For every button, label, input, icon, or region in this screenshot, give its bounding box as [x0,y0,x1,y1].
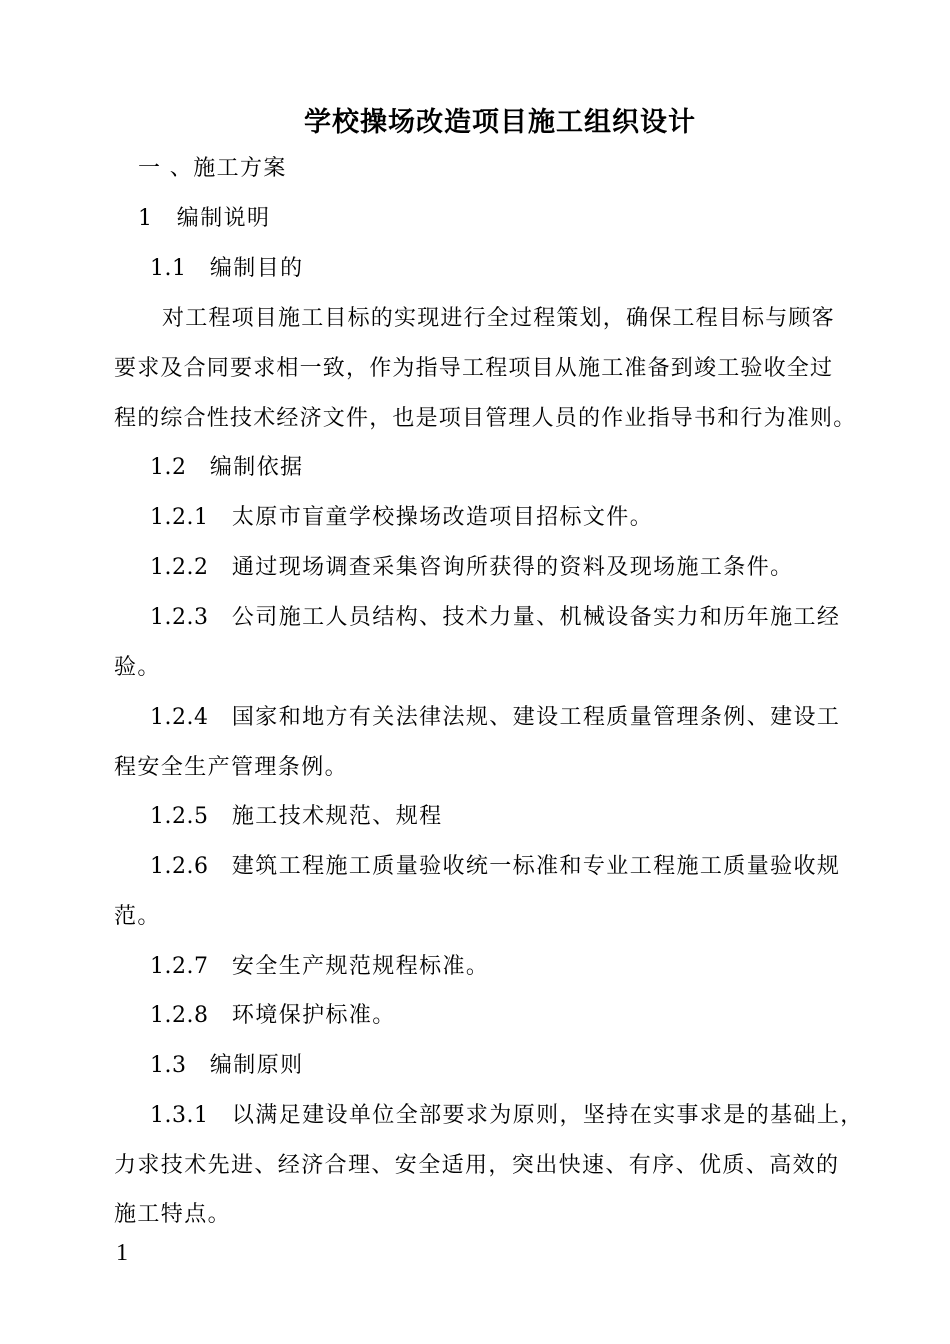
item-1-2-8 [150,1001,396,1031]
section-1-1-heading [150,254,304,284]
item-number: 1.2.3 [150,605,209,630]
item-number: 1.2.2 [150,555,209,580]
item-1-2-4 [150,703,840,733]
item-text: 公司施工人员结构、技术力量、机械设备实力和历年施工经 [231,605,841,630]
item-1-2-4-continuation: 程安全生产管理条例。 [114,755,349,780]
item-1-2-1 [150,503,653,533]
item-number: 1.2.5 [150,804,209,829]
item-1-3-1 [150,1101,864,1131]
heading-construction-plan: 一 、施工方案 [138,156,287,181]
section-number: 1.2 [150,455,187,480]
item-text: 建筑工程施工质量验收统一标准和专业工程施工质量验收规 [231,854,841,879]
item-text: 太原市盲童学校操场改造项目招标文件。 [231,505,654,530]
item-text: 安全生产规范规程标准。 [231,954,490,979]
item-1-3-1-continuation-2: 施工特点。 [114,1202,232,1227]
item-1-2-2 [150,553,794,583]
item-number: 1.2.1 [150,505,209,530]
item-1-2-3-continuation: 验。 [114,655,161,680]
item-1-2-6-continuation: 范。 [114,904,161,929]
section-number: 1.3 [150,1053,187,1078]
document-title: 学校操场改造项目施工组织设计 [304,107,696,138]
section-title: 编制依据 [209,455,304,480]
item-number: 1.2.6 [150,854,209,879]
item-number: 1.2.7 [150,954,209,979]
item-1-2-3 [150,603,840,633]
section-1-3-heading [150,1051,304,1081]
section-1-1-paragraph [114,294,874,444]
page-number: 1 [116,1240,128,1266]
section-title: 编制目的 [209,256,304,281]
section-title: 编制原则 [209,1053,304,1078]
item-number: 1.2.4 [150,705,209,730]
item-1-2-6 [150,852,840,882]
heading-compilation-notes: 1 编制说明 [138,206,271,231]
item-1-2-7 [150,952,489,982]
item-1-3-1-continuation: 力求技术先进、经济合理、安全适用，突出快速、有序、优质、高效的 [114,1153,840,1178]
item-text: 环境保护标准。 [231,1003,396,1028]
item-text: 通过现场调查采集咨询所获得的资料及现场施工条件。 [231,555,794,580]
item-number: 1.3.1 [150,1103,209,1128]
item-text: 国家和地方有关法律法规、建设工程质量管理条例、建设工 [231,705,841,730]
paragraph-line: 程的综合性技术经济文件，也是项目管理人员的作业指导书和行为准则。 [114,406,857,431]
section-number: 1.1 [150,256,187,281]
item-text: 以满足建设单位全部要求为原则，坚持在实事求是的基础上， [231,1103,864,1128]
item-number: 1.2.8 [150,1003,209,1028]
paragraph-line: 要求及合同要求相一致，作为指导工程项目从施工准备到竣工验收全过 [114,356,834,381]
item-1-2-5 [150,802,443,832]
paragraph-line: 对工程项目施工目标的实现进行全过程策划，确保工程目标与顾客 [162,306,835,331]
item-text: 施工技术规范、规程 [231,804,443,829]
section-1-2-heading [150,453,304,483]
